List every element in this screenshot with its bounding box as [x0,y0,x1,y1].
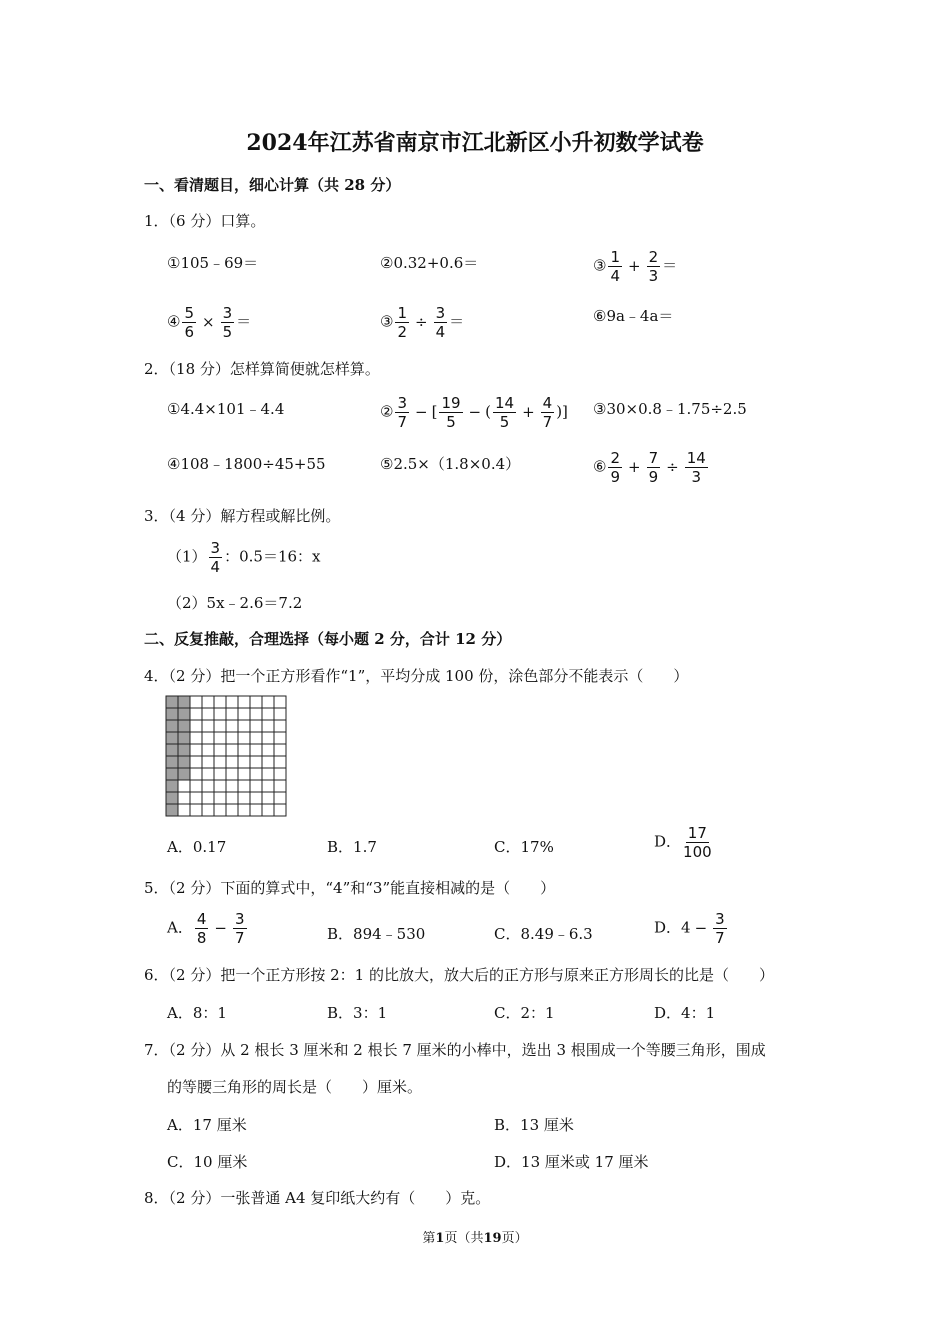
grid-cell [214,720,226,732]
q6-option-c[interactable]: C．2：1 [494,1004,555,1022]
grid-cell-shaded [178,696,190,708]
grid-cell [214,780,226,792]
grid-cell [250,696,262,708]
fraction: $\frac{3}{7}$ [397,394,407,431]
grid-cell [262,744,274,756]
q7-stem-line-2: 的等腰三角形的周长是（ ）厘米。 [167,1078,423,1096]
grid-cell [214,696,226,708]
grid-cell [202,756,214,768]
grid-cell [250,792,262,804]
grid-cell [226,708,238,720]
grid-cell [178,792,190,804]
grid-cell [262,756,274,768]
grid-cell-shaded [166,756,178,768]
q1-item-2: ②0.32+0.6＝ [380,254,479,272]
fraction: $\frac{17}{100}$ [683,824,712,861]
grid-cell [202,744,214,756]
q5-option-d[interactable]: D．4 − $\frac{3}{7}$ [654,910,725,947]
grid-cell [226,744,238,756]
q5-stem: 5．（2 分）下面的算式中，“4”和“3”能直接相减的是（ ） [144,879,556,897]
fraction: $\frac{3}{7}$ [234,910,245,947]
grid-cell [214,732,226,744]
q2-item-1: ①4.4×101﹣4.4 [167,400,285,418]
fraction: $\frac{19}{5}$ [441,394,461,431]
grid-cell [274,768,286,780]
grid-cell [190,744,202,756]
grid-cell [262,696,274,708]
page-title: 2024年江苏省南京市江北新区小升初数学试卷 [246,130,704,156]
grid-cell [190,768,202,780]
q6-option-a[interactable]: A．8：1 [167,1004,227,1022]
q7-option-a[interactable]: A．17 厘米 [167,1116,247,1134]
grid-cell [226,720,238,732]
q7-option-c[interactable]: C．10 厘米 [167,1153,248,1171]
fraction: $\frac{1}{4}$ [610,248,620,285]
grid-cell [262,720,274,732]
q7-option-b[interactable]: B．13 厘米 [494,1116,574,1134]
q2-item-3: ③30×0.8﹣1.75÷2.5 [593,400,747,418]
grid-cell [262,732,274,744]
q2-item-6: ⑥ $\frac{2}{9}$ + $\frac{7}{9}$ ÷ $\frac{14}{3}$ [593,449,706,486]
grid-cell [190,780,202,792]
grid-cell [250,708,262,720]
grid-cell [238,780,250,792]
fraction: $\frac{4}{7}$ [542,394,553,431]
grid-cell [202,732,214,744]
grid-cell [250,732,262,744]
q4-option-a[interactable]: A．0.17 [167,838,227,856]
grid-cell [226,780,238,792]
grid-cell-shaded [166,768,178,780]
q4-option-c[interactable]: C．17% [494,838,554,856]
grid-cell-shaded [178,756,190,768]
grid-cell [238,708,250,720]
grid-cell [262,780,274,792]
grid-cell [274,732,286,744]
grid-cell [214,756,226,768]
grid-cell [250,768,262,780]
grid-cell-shaded [178,768,190,780]
q2-item-2: ② $\frac{3}{7}$ − [ $\frac{19}{5}$ − ( $\frac{14}{5}$ + $\frac{4}{7}$ )] [380,394,568,431]
q4-option-b[interactable]: B．1.7 [327,838,377,856]
grid-cell [202,768,214,780]
hundred-grid [165,695,289,817]
grid-cell [190,708,202,720]
grid-cell [190,732,202,744]
grid-cell-shaded [166,696,178,708]
q5-option-b[interactable]: B．894﹣530 [327,925,426,943]
q3-part-2: （2）5x﹣2.6＝7.2 [167,594,303,612]
q5-option-c[interactable]: C．8.49﹣6.3 [494,925,593,943]
grid-cell-shaded [166,708,178,720]
grid-cell [274,756,286,768]
grid-cell [214,792,226,804]
grid-cell [250,756,262,768]
grid-cell [238,696,250,708]
fraction: $\frac{14}{3}$ [686,449,706,486]
q6-stem: 6．（2 分）把一个正方形按 2：1 的比放大，放大后的正方形与原来正方形周长的比是（ ） [144,966,774,984]
q1-item-4: ④ $\frac{5}{6}$ × $\frac{3}{5}$ ＝ [167,304,252,341]
grid-cell-shaded [166,720,178,732]
grid-cell [262,768,274,780]
q2-item-4: ④108﹣1800÷45+55 [167,455,326,473]
grid-cell [262,792,274,804]
q3-stem: 3．（4 分）解方程或解比例。 [144,507,341,525]
q7-stem-line-1: 7．（2 分）从 2 根长 3 厘米和 2 根长 7 厘米的小棒中，选出 3 根围成一个等腰三角形，围成 [144,1041,766,1059]
grid-cell [238,804,250,816]
grid-cell-shaded [178,720,190,732]
section-1-heading: 一、看清题目，细心计算（共 28 分） [144,176,401,194]
q3-part-1: （1） $\frac{3}{4}$ ：0.5＝16：x [167,539,321,576]
grid-cell [238,744,250,756]
q2-item-5: ⑤2.5×（1.8×0.4） [380,455,521,473]
q6-option-b[interactable]: B．3：1 [327,1004,388,1022]
fraction: $\frac{5}{6}$ [184,304,194,341]
fraction: $\frac{14}{5}$ [494,394,515,431]
fraction: $\frac{2}{9}$ [610,449,620,486]
fraction: $\frac{4}{8}$ [196,910,207,947]
grid-cell [226,792,238,804]
grid-cell-shaded [178,732,190,744]
grid-cell [178,780,190,792]
q8-stem: 8．（2 分）一张普通 A4 复印纸大约有（ ）克。 [144,1189,491,1207]
grid-cell [274,708,286,720]
grid-cell [250,780,262,792]
fraction: $\frac{2}{3}$ [648,248,659,285]
grid-cell [190,756,202,768]
grid-cell [274,744,286,756]
grid-cell [202,792,214,804]
grid-cell [190,720,202,732]
q1-item-3-label: ③ [593,256,607,275]
grid-cell [250,804,262,816]
grid-cell [274,720,286,732]
q1-item-6: ⑥9a﹣4a＝ [593,307,674,325]
grid-cell-shaded [166,732,178,744]
grid-cell [274,696,286,708]
grid-cell [202,780,214,792]
grid-cell-shaded [166,780,178,792]
grid-cell-shaded [166,804,178,816]
grid-cell [202,708,214,720]
grid-cell [226,756,238,768]
grid-cell [238,768,250,780]
fraction: $\frac{3}{4}$ [210,539,221,576]
q1-stem: 1．（6 分）口算。 [144,212,266,230]
grid-cell-shaded [178,744,190,756]
q2-stem: 2．（18 分）怎样算简便就怎样算。 [144,360,380,378]
grid-cell [238,756,250,768]
grid-cell [274,792,286,804]
grid-cell [250,744,262,756]
grid-cell-shaded [178,708,190,720]
grid-cell [238,792,250,804]
grid-cell [190,804,202,816]
grid-cell [262,708,274,720]
fraction: $\frac{3}{7}$ [715,910,725,947]
grid-cell [214,768,226,780]
q1-item-1: ①105﹣69＝ [167,254,259,272]
q7-option-d[interactable]: D．13 厘米或 17 厘米 [494,1153,649,1171]
q4-option-d[interactable]: D． $\frac{17}{100}$ [654,824,712,861]
section-2-heading: 二、反复推敲，合理选择（每小题 2 分，合计 12 分） [144,630,512,648]
grid-cell [274,804,286,816]
grid-cell [226,732,238,744]
q1-item-5: ③ $\frac{1}{2}$ ÷ $\frac{3}{4}$ ＝ [380,304,465,341]
grid-cell [214,708,226,720]
q6-option-d[interactable]: D．4：1 [654,1004,716,1022]
page-footer: 第1页（共19页） [422,1231,528,1246]
grid-cell [262,804,274,816]
fraction: $\frac{1}{2}$ [397,304,407,341]
q1-item-3: ③ $\frac{1}{4}$ + $\frac{2}{3}$ ＝ [593,248,678,285]
grid-cell [250,720,262,732]
grid-cell [190,696,202,708]
fraction: $\frac{3}{5}$ [222,304,233,341]
grid-cell [238,732,250,744]
grid-cell [190,792,202,804]
grid-cell-shaded [166,792,178,804]
grid-cell [214,804,226,816]
q5-option-a[interactable]: A． $\frac{4}{8}$ − $\frac{3}{7}$ [167,910,245,947]
fraction: $\frac{7}{9}$ [648,449,659,486]
grid-cell [238,720,250,732]
grid-cell [226,768,238,780]
grid-cell [202,804,214,816]
grid-cell [214,744,226,756]
fraction: $\frac{3}{4}$ [435,304,446,341]
grid-cell [202,720,214,732]
grid-cell-shaded [166,744,178,756]
q4-stem: 4．（2 分）把一个正方形看作“1”，平均分成 100 份，涂色部分不能表示（ ） [144,667,689,685]
grid-cell [274,780,286,792]
grid-cell [178,804,190,816]
grid-cell [226,804,238,816]
grid-cell [202,696,214,708]
grid-cell [226,696,238,708]
